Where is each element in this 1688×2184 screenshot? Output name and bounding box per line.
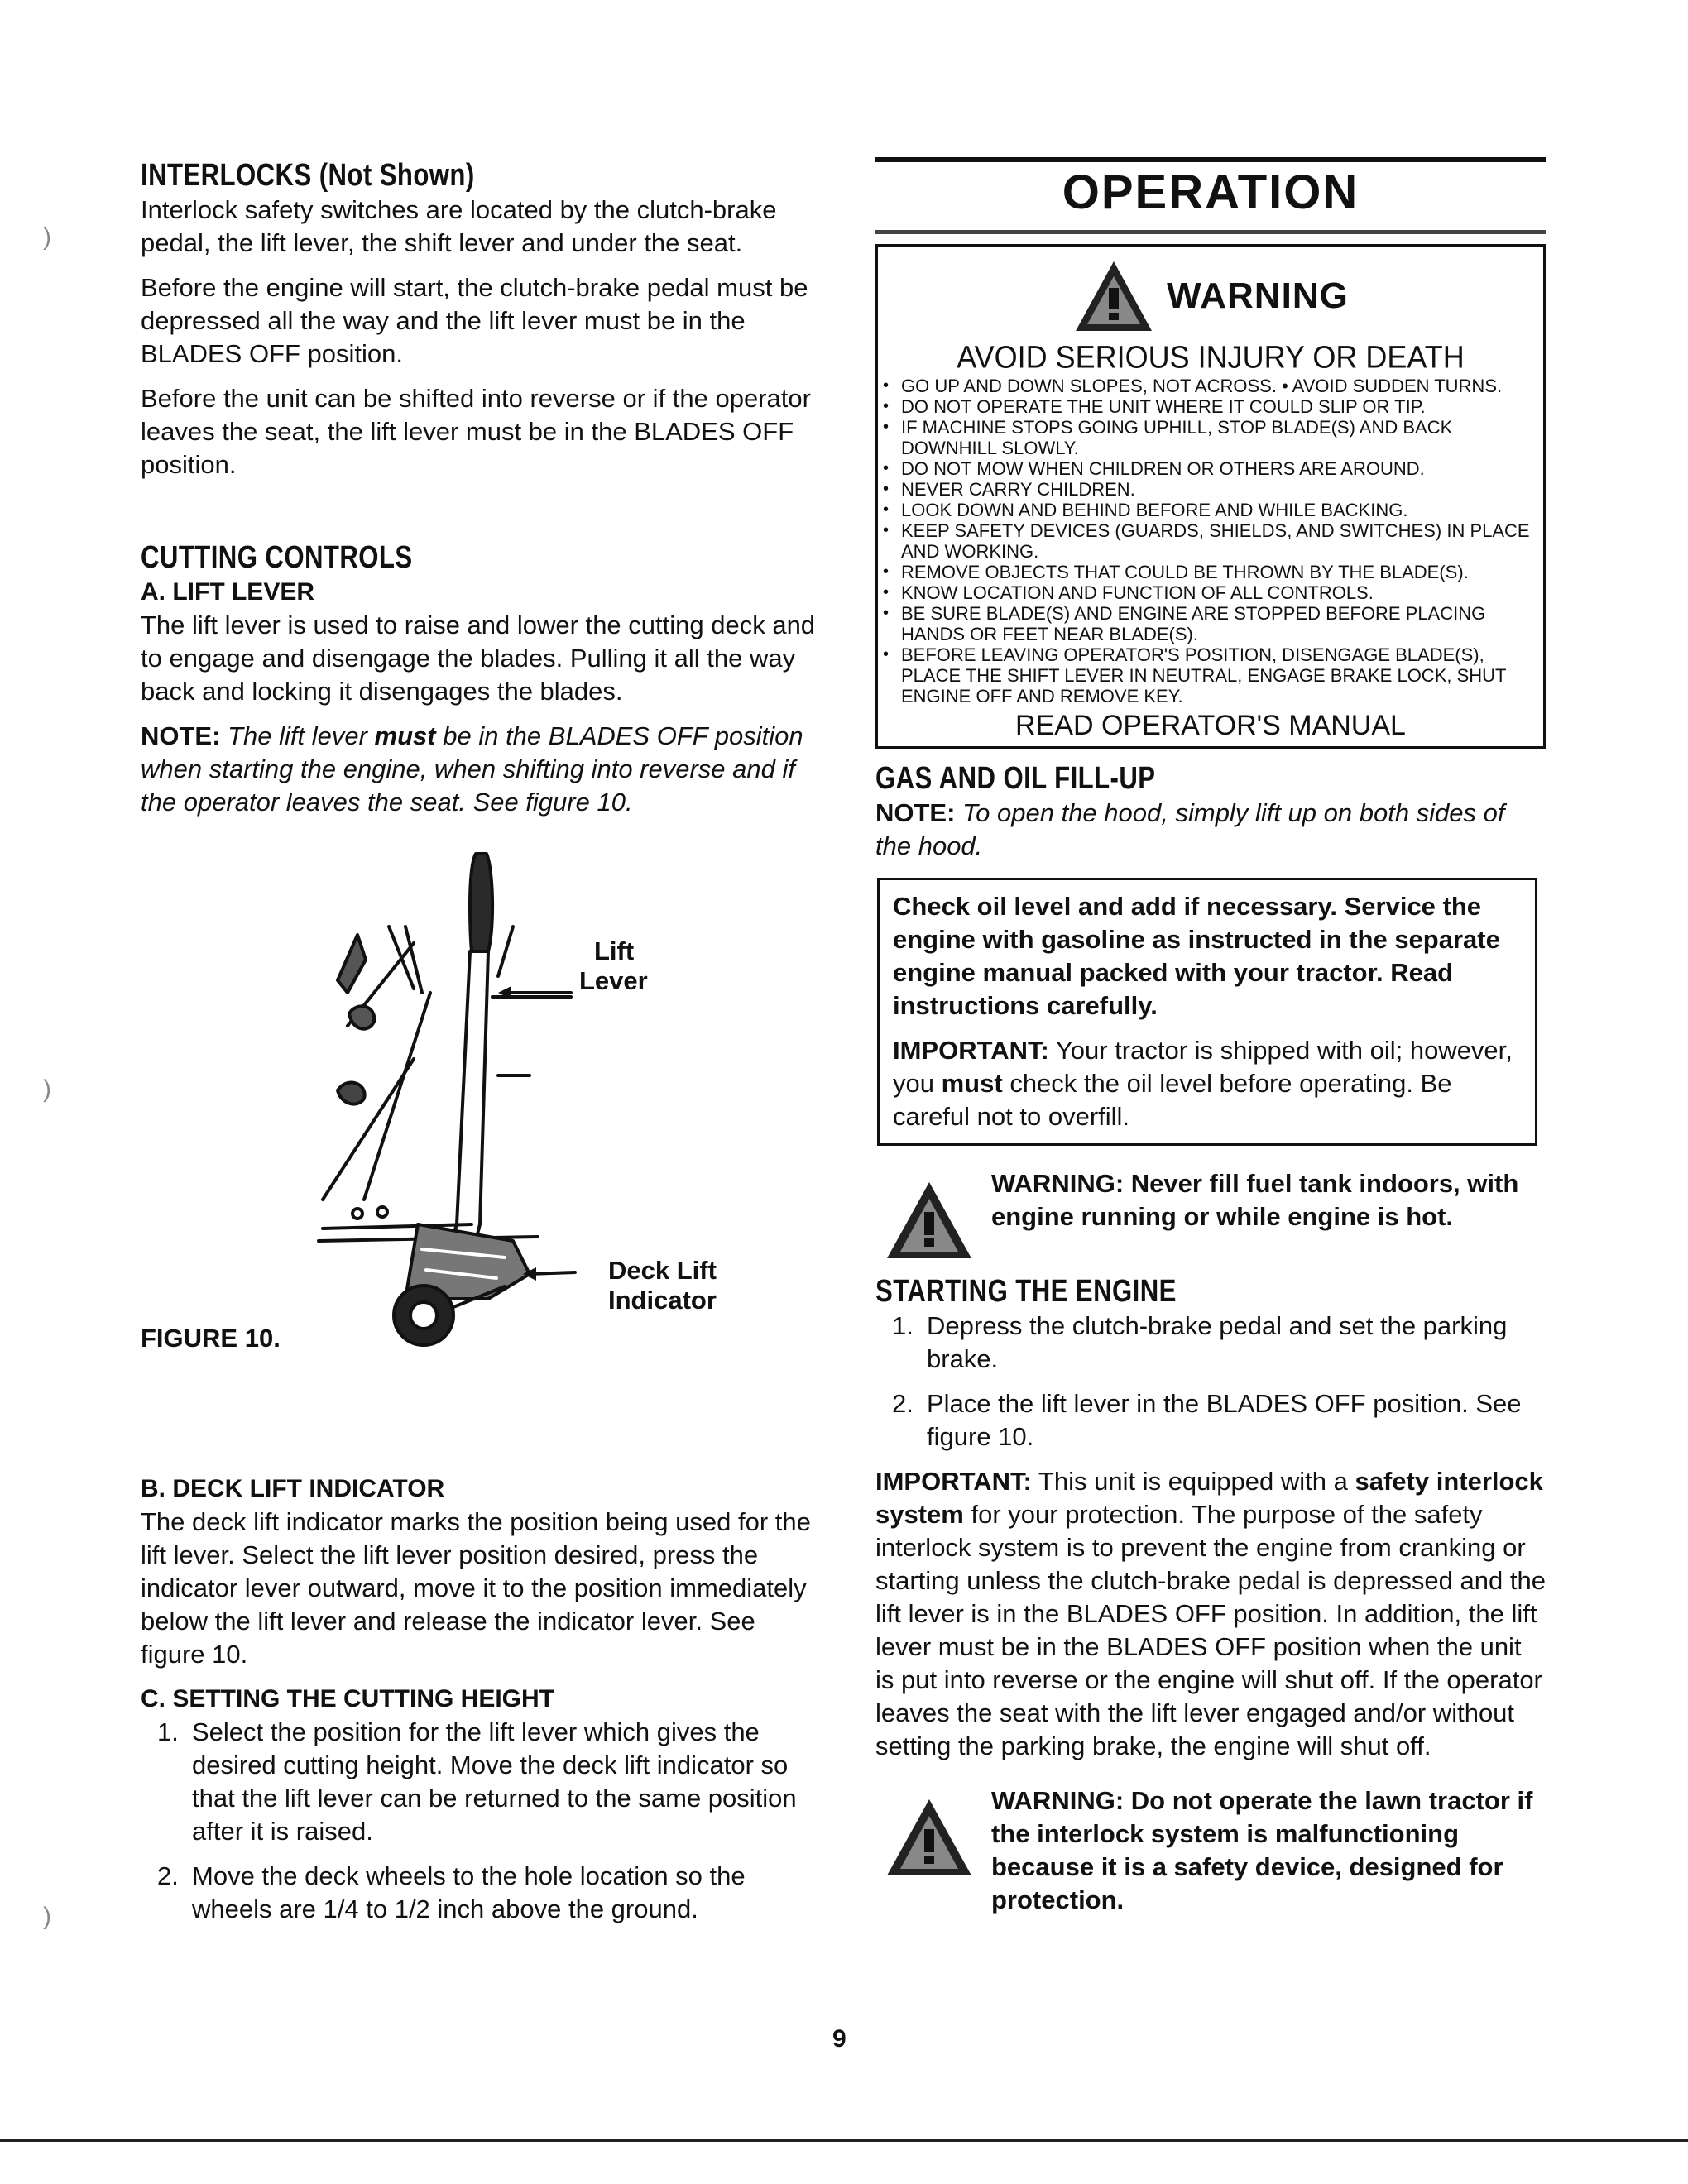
figure-10 bbox=[141, 836, 819, 1406]
deck-lift-heading: B. DECK LIFT INDICATOR bbox=[141, 1475, 445, 1502]
deck-label-line-1: Deck Lift bbox=[608, 1256, 717, 1285]
interlocks-paragraph-1: Interlock safety switches are located by the clutch-brake pedal, the lift lever, the shift lever and under the seat. bbox=[141, 195, 777, 257]
list-item: • KNOW LOCATION AND FUNCTION OF ALL CONTROLS. bbox=[883, 582, 1374, 603]
list-item: 1. Depress the clutch-brake pedal and set the parking brake. bbox=[892, 1311, 1508, 1373]
oil-check-box bbox=[877, 878, 1537, 1146]
lift-lever-illustration bbox=[141, 836, 819, 1406]
interlock-warning-text: WARNING: Do not operate the lawn tractor if the interlock system is malfunctioning because it is a safety device, designed for protection. bbox=[991, 1786, 1533, 1914]
warning-header bbox=[883, 255, 1538, 338]
left-column bbox=[141, 157, 819, 1937]
margin-mark-1: ) bbox=[43, 223, 51, 251]
interlocks-paragraph-2: Before the engine will start, the clutch-brake pedal must be depressed all the way and the lift lever must be in the BLADES OFF position. bbox=[141, 273, 808, 368]
note-part-1: The lift lever bbox=[228, 721, 367, 750]
lift-label-line-2: Lever bbox=[579, 966, 648, 995]
page-number: 9 bbox=[832, 2025, 846, 2052]
list-item: • IF MACHINE STOPS GOING UPHILL, STOP BLADE(S) AND BACK DOWNHILL SLOWLY. bbox=[883, 417, 1453, 458]
deck-lift-text: The deck lift indicator marks the position being used for the lift lever. Select the lift lever position desired, press the indicator lever outward, move it to the position immediately below the lift lever and release the indicator lever. See figure 10. bbox=[141, 1507, 811, 1669]
list-item: • REMOVE OBJECTS THAT COULD BE THROWN BY THE BLADE(S). bbox=[883, 562, 1469, 582]
margin-mark-2: ) bbox=[43, 1075, 51, 1103]
gas-oil-note: NOTE: To open the hood, simply lift up on both sides of the hood. bbox=[875, 798, 1505, 860]
warning-triangle-icon bbox=[1072, 258, 1155, 334]
list-item: 1. Select the position for the lift lever which gives the desired cutting height. Move the deck lift indicator so that the lift lever can be returned to the same position after it is raised. bbox=[157, 1717, 797, 1846]
oil-important-text: IMPORTANT: Your tractor is shipped with oil; however, you must check the oil level before operating. Be careful not to overfill. bbox=[893, 1036, 1513, 1131]
safety-warning-box bbox=[875, 244, 1546, 749]
interlocks-paragraph-3: Before the unit can be shifted into reverse or if the operator leaves the seat, the lift lever must be in the BLADES OFF position. bbox=[141, 384, 811, 479]
margin-mark-3: ) bbox=[43, 1903, 51, 1930]
list-item: • GO UP AND DOWN SLOPES, NOT ACROSS. • AVOID SUDDEN TURNS. bbox=[883, 376, 1503, 396]
fuel-warning-text: WARNING: Never fill fuel tank indoors, with engine running or while engine is hot. bbox=[991, 1169, 1519, 1231]
list-item: • DO NOT OPERATE THE UNIT WHERE IT COULD SLIP OR TIP. bbox=[883, 396, 1426, 417]
note-label: NOTE: bbox=[141, 721, 221, 750]
list-item: 2. Place the lift lever in the BLADES OFF position. See figure 10. bbox=[892, 1389, 1522, 1451]
gas-oil-heading: GAS AND OIL FILL-UP bbox=[875, 761, 1156, 796]
interlock-warning bbox=[875, 1784, 1546, 1917]
lift-lever-text: The lift lever is used to raise and lower the cutting deck and to engage and disengage the blades. Pulling it all the way back and locking it disengages the blades. bbox=[141, 611, 816, 706]
right-column bbox=[875, 157, 1546, 1917]
cutting-height-steps bbox=[141, 1716, 819, 1926]
note-part-2: be in the BLADES OFF position when starting the engine, when shifting into reverse and if the operator leaves the seat. See figure 10. bbox=[141, 721, 803, 817]
bottom-rule bbox=[0, 2139, 1688, 2142]
list-item: • DO NOT MOW WHEN CHILDREN OR OTHERS ARE AROUND. bbox=[883, 458, 1425, 479]
operation-title: OPERATION bbox=[1062, 165, 1360, 219]
oil-check-text: Check oil level and add if necessary. Service the engine with gasoline as instructed in the separate engine manual packed with your tractor. Read instructions carefully. bbox=[893, 892, 1500, 1020]
warning-triangle-icon bbox=[884, 1796, 975, 1879]
warning-word: WARNING bbox=[1167, 275, 1349, 316]
list-item: 2. Move the deck wheels to the hole location so the wheels are 1/4 to 1/2 inch above the ground. bbox=[157, 1861, 746, 1923]
warning-triangle-icon bbox=[884, 1179, 975, 1262]
operation-rule-top bbox=[875, 157, 1546, 162]
list-item: • KEEP SAFETY DEVICES (GUARDS, SHIELDS, AND SWITCHES) IN PLACE AND WORKING. bbox=[883, 520, 1530, 562]
cutting-controls-heading: CUTTING CONTROLS bbox=[141, 540, 413, 575]
warning-list bbox=[883, 376, 1538, 706]
operation-rule-bottom bbox=[875, 230, 1546, 234]
figure-caption: FIGURE 10. bbox=[141, 1324, 281, 1353]
list-item: • LOOK DOWN AND BEHIND BEFORE AND WHILE BACKING. bbox=[883, 500, 1408, 520]
list-item: • BEFORE LEAVING OPERATOR'S POSITION, DISENGAGE BLADE(S), PLACE THE SHIFT LEVER IN NEUTRAL, ENGAGE BRAKE LOCK, SHUT ENGINE OFF AND REMOVE KEY. bbox=[883, 644, 1507, 706]
warning-read-manual: READ OPERATOR'S MANUAL bbox=[1015, 710, 1406, 741]
lift-lever-note bbox=[141, 720, 819, 819]
warning-avoid: AVOID SERIOUS INJURY OR DEATH bbox=[957, 338, 1465, 375]
starting-heading: STARTING THE ENGINE bbox=[875, 1274, 1177, 1309]
starting-important: IMPORTANT: This unit is equipped with a safety interlock system for your protection. The purpose of the safety interlock system is to prevent the engine from cranking or starting unless the clutch-brake pedal is depressed and the lift lever is in the BLADES OFF position. In addition, the lift lever must be in the BLADES OFF position when the unit is put into reverse or the engine will shut off. If the operator leaves the seat with the lift lever engaged and/or without setting the parking brake, the engine will shut off. bbox=[875, 1467, 1546, 1760]
fuel-warning bbox=[875, 1167, 1546, 1262]
starting-steps bbox=[875, 1310, 1546, 1454]
lift-lever-heading: A. LIFT LEVER bbox=[141, 578, 314, 606]
lift-label-line-1: Lift bbox=[594, 936, 635, 965]
note-must: must bbox=[374, 721, 436, 750]
cutting-height-heading: C. SETTING THE CUTTING HEIGHT bbox=[141, 1685, 554, 1712]
list-item: • NEVER CARRY CHILDREN. bbox=[883, 479, 1135, 500]
interlocks-heading: INTERLOCKS (Not Shown) bbox=[141, 158, 475, 193]
deck-label-line-2: Indicator bbox=[608, 1286, 717, 1315]
list-item: • BE SURE BLADE(S) AND ENGINE ARE STOPPED BEFORE PLACING HANDS OR FEET NEAR BLADE(S). bbox=[883, 603, 1486, 644]
